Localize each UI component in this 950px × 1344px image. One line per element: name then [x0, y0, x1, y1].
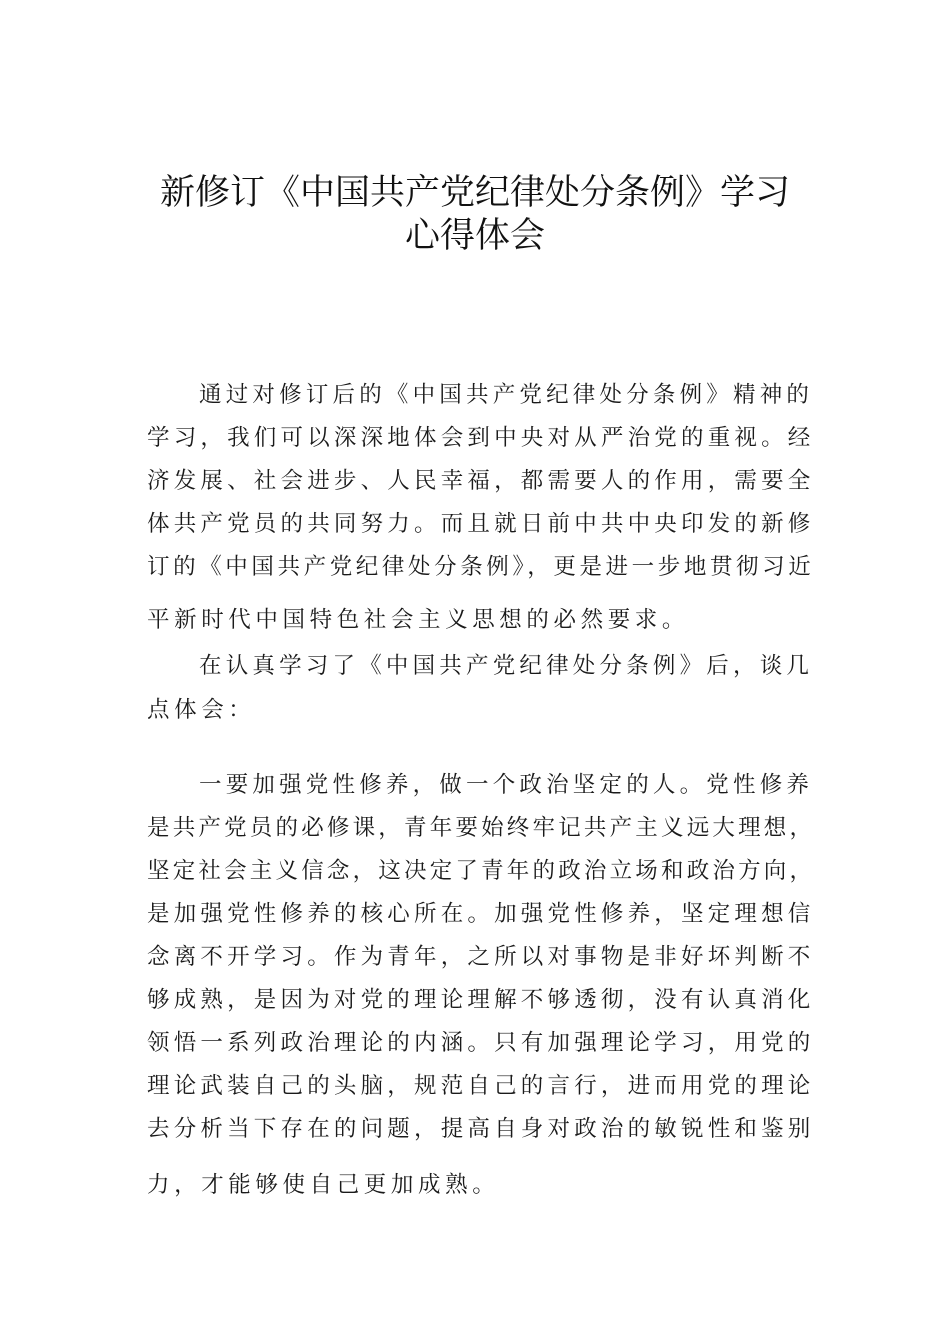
body-line: 力，才能够使自己更加成熟。 — [147, 1172, 500, 1198]
body-line: 理论武装自己的头脑，规范自己的言行，进而用党的理论 — [147, 1073, 815, 1099]
body-line: 领悟一系列政治理论的内涵。只有加强理论学习，用党的 — [147, 1030, 815, 1056]
title-line: 新修订《中国共产党纪律处分条例》学习 — [159, 173, 790, 213]
body-line: 通过对修订后的《中国共产党纪律处分条例》精神的 — [199, 382, 814, 408]
body-line: 是共产党员的必修课，青年要始终牢记共产主义远大理想， — [147, 815, 816, 841]
body-line: 学习，我们可以深深地体会到中央对从严治党的重视。经 — [147, 425, 815, 451]
body-line: 订的《中国共产党纪律处分条例》，更是进一步地贯彻习近 — [147, 554, 815, 580]
body-line: 念离不开学习。作为青年，之所以对事物是非好坏判断不 — [147, 944, 815, 970]
body-line: 济发展、社会进步、人民幸福，都需要人的作用，需要全 — [147, 468, 815, 494]
body-line: 坚定社会主义信念，这决定了青年的政治立场和政治方向， — [147, 858, 816, 884]
title-line: 心得体会 — [404, 216, 545, 256]
body-line: 是加强党性修养的核心所在。加强党性修养，坚定理想信 — [147, 901, 815, 927]
document-title — [140, 172, 810, 258]
body-line: 体共产党员的共同努力。而且就日前中共中央印发的新修 — [147, 511, 815, 537]
body-line: 平新时代中国特色社会主义思想的必然要求。 — [147, 607, 690, 633]
body-line: 一要加强党性修养，做一个政治坚定的人。党性修养 — [199, 772, 814, 798]
body-line: 够成熟，是因为对党的理论理解不够透彻，没有认真消化 — [147, 987, 815, 1013]
body-line: 去分析当下存在的问题，提高自身对政治的敏锐性和鉴别 — [147, 1116, 815, 1142]
body-line: 点体会： — [147, 697, 256, 723]
body-line: 在认真学习了《中国共产党纪律处分条例》后，谈几 — [199, 653, 814, 679]
